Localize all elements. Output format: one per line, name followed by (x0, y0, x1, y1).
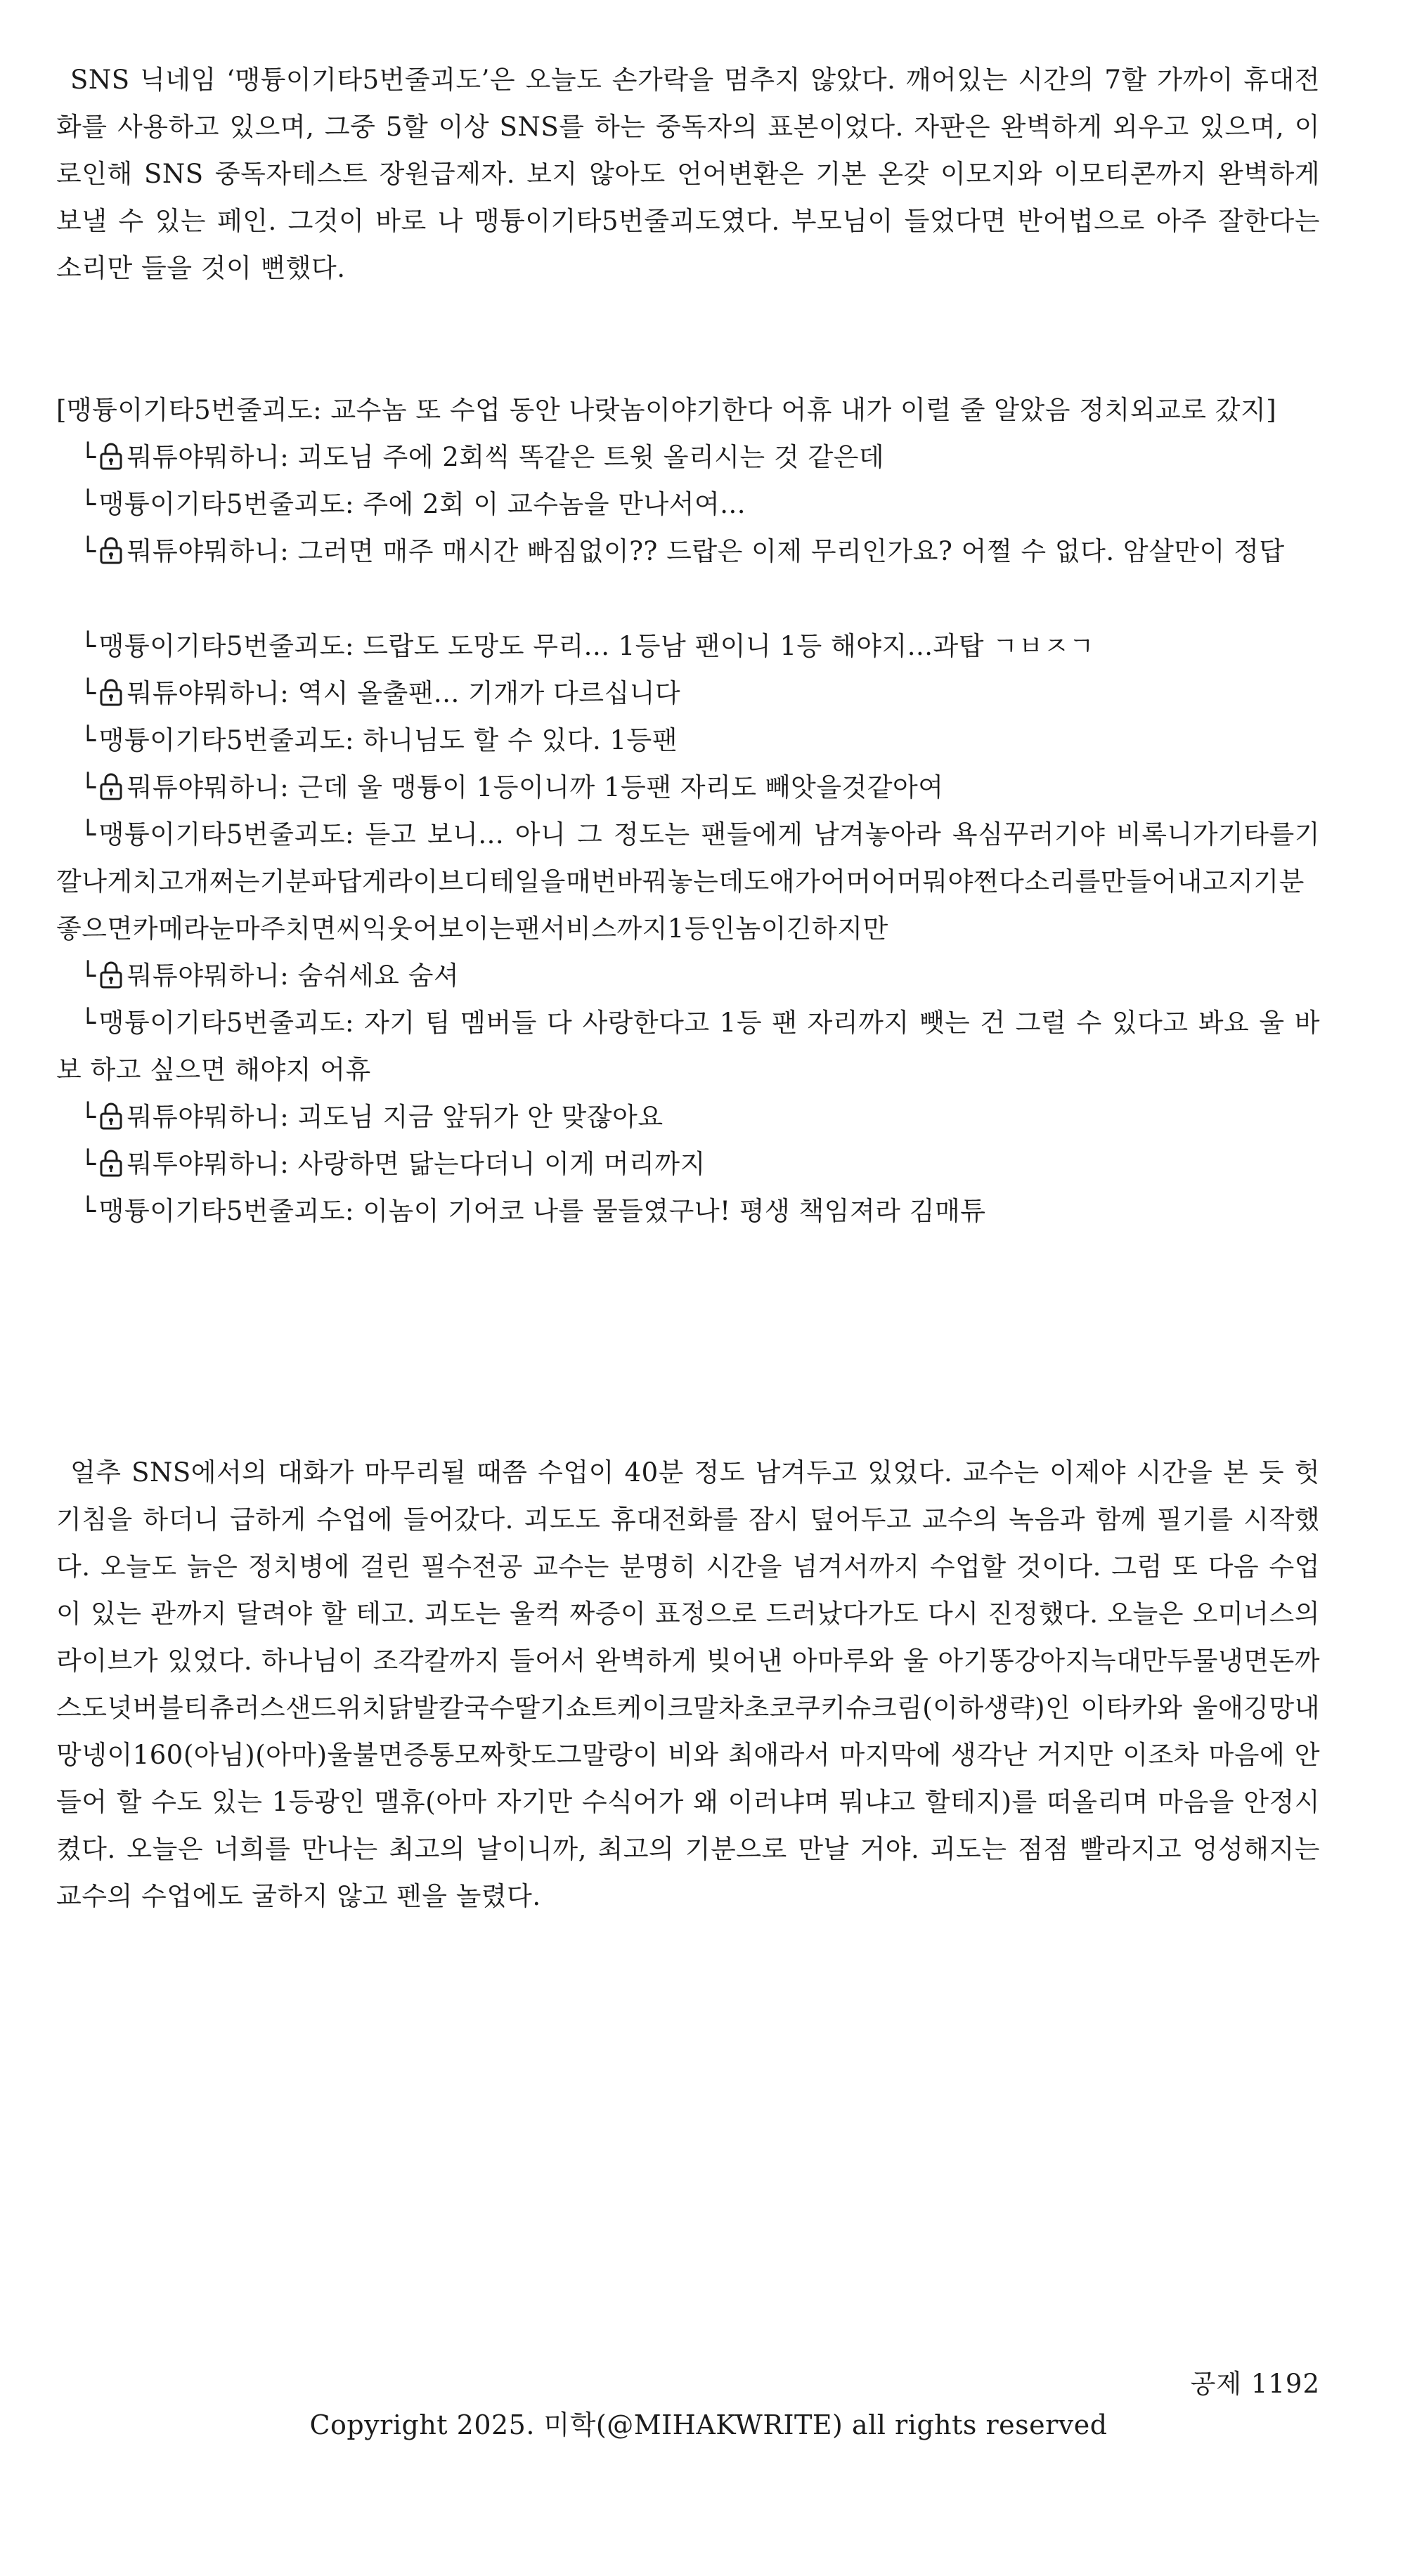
reply-text: 맹튱이기타5번줄괴도: 자기 팀 멤버들 다 사랑한다고 1등 팬 자리까지 뺏는 건 그럴 수 있다고 봐요 울 바보 하고 싶으면 해야지 어휴 (56, 1008, 1320, 1085)
lock-icon (99, 536, 123, 564)
spacer (56, 292, 1320, 386)
lock-icon (99, 961, 123, 989)
reply-corner-glyph: └ (80, 819, 96, 850)
reply-corner-glyph: └ (80, 772, 96, 802)
copyright-notice: Copyright 2025. 미학(@MIHAKWRITE) all rights reserved (309, 2409, 1108, 2440)
reply-corner-glyph: └ (80, 631, 96, 661)
reply-text: 뭐투야뭐하니: 사랑하면 닮는다더니 이게 머리까지 (127, 1149, 706, 1179)
thread-reply (56, 481, 1320, 528)
sns-thread (56, 386, 1320, 1235)
reply-text: 뭐튜야뭐하니: 역시 올출팬... 기개가 다르십니다 (127, 678, 681, 708)
reply-text: 뭐튜야뭐하니: 그러면 매주 매시간 빠짐없이?? 드랍은 이제 무리인가요? 어쩔 수 없다. 암살만이 정답 (127, 536, 1285, 566)
spacer (56, 1235, 1320, 1449)
thread-reply (56, 764, 1320, 811)
reply-group-b (56, 623, 1320, 1235)
reply-text: 뭐튜야뭐하니: 괴도님 주에 2회씩 똑같은 트윗 올리시는 것 같은데 (127, 442, 885, 472)
spacer (56, 575, 1320, 623)
reply-text: 맹튱이기타5번줄괴도: 듣고 보니... 아니 그 정도는 팬들에게 남겨놓아라 욕심꾸러기야 비록니가기타를기깔나게치고개쩌는기분파답게라이브디테일을매번바꿔놓는데도애가어머어머뭐야쩐다소리를만들어내고지기분좋으면카메라눈마주치면씨익웃어보이는팬서비스까지1등인놈이긴하지만 (56, 819, 1320, 944)
reply-corner-glyph: └ (80, 1196, 96, 1226)
reply-text: 뭐튜야뭐하니: 숨쉬세요 숨셔 (127, 961, 460, 991)
reply-corner-glyph: └ (80, 961, 96, 991)
reply-text: 뭐튜야뭐하니: 근데 울 맹튱이 1등이니까 1등팬 자리도 빼앗을것같아여 (127, 772, 944, 802)
thread-reply (56, 670, 1320, 717)
lock-icon (99, 678, 123, 706)
thread-reply (56, 1188, 1320, 1235)
thread-reply (56, 952, 1320, 999)
page-number: 공제 1192 (1190, 2369, 1320, 2399)
thread-reply (56, 434, 1320, 481)
reply-text: 맹튱이기타5번줄괴도: 주에 2회 이 교수놈을 만나서여... (98, 489, 746, 519)
paragraph-intro: SNS 닉네임 ‘맹튱이기타5번줄괴도’은 오늘도 손가락을 멈추지 않았다. 깨어있는 시간의 7할 가까이 휴대전화를 사용하고 있으며, 그중 5할 이상 SNS를 하는 중독자의 표본이었다. 자판은 완벽하게 외우고 있으며, 이로인해 SNS 중독자테스트 장원급제자. 보지 않아도 언어변환은 기본 온갖 이모지와 이모티콘까지 완벽하게 보낼 수 있는 페인. 그것이 바로 나 맹튱이기타5번줄괴도였다. 부모님이 들었다면 반어법으로 아주 잘한다는 소리만 들을 것이 뻔했다. (56, 65, 1320, 283)
reply-text: 맹튱이기타5번줄괴도: 이놈이 기어코 나를 물들였구나! 평생 책임져라 김매튜 (98, 1196, 986, 1226)
reply-corner-glyph: └ (80, 442, 96, 472)
reply-corner-glyph: └ (80, 489, 96, 519)
lock-icon (99, 1149, 123, 1177)
reply-corner-glyph: └ (80, 536, 96, 566)
thread-reply (56, 528, 1320, 575)
thread-reply (56, 623, 1320, 670)
thread-reply (56, 1093, 1320, 1140)
paragraph-closing: 얼추 SNS에서의 대화가 마무리될 때쯤 수업이 40분 정도 남겨두고 있었다. 교수는 이제야 시간을 본 듯 헛기침을 하더니 급하게 수업에 들어갔다. 괴도도 휴대전화를 잠시 덮어두고 교수의 녹음과 함께 필기를 시작했다. 오늘도 늙은 정치병에 걸린 필수전공 교수는 분명히 시간을 넘겨서까지 수업할 것이다. 그럼 또 다음 수업이 있는 관까지 달려야 할 테고. 괴도는 울컥 짜증이 표정으로 드러났다가도 다시 진정했다. 오늘은 오미너스의 라이브가 있었다. 하나님이 조각칼까지 들어서 완벽하게 빚어낸 아마루와 울 아기똥강아지늑대만두물냉면돈까스도넛버블티츄러스샌드위치닭발칼국수딸기쇼트케이크말차초코쿠키슈크림(이하생략)인 이타카와 울애깅망내망넹이160(아님)(아마)울불면증통모짜핫도그말랑이 비와 최애라서 마지막에 생각난 거지만 이조차 마음에 안 들어 할 수도 있는 1등광인 맬휴(아마 자기만 수식어가 왜 이러냐며 뭐냐고 할테지)를 떠올리며 마음을 안정시켰다. 오늘은 너희를 만나는 최고의 날이니까, 최고의 기분으로 만날 거야. 괴도는 점점 빨라지고 엉성해지는 교수의 수업에도 굴하지 않고 펜을 놀렸다. (56, 1457, 1320, 1911)
lock-icon (99, 442, 123, 470)
document-body (56, 56, 1320, 1920)
reply-group-a (56, 434, 1320, 575)
reply-corner-glyph: └ (80, 678, 96, 708)
reply-corner-glyph: └ (80, 1008, 96, 1038)
thread-reply (56, 717, 1320, 764)
reply-text: 뭐튜야뭐하니: 괴도님 지금 앞뒤가 안 맞잖아요 (127, 1102, 664, 1132)
thread-reply (56, 811, 1320, 952)
lock-icon (99, 1102, 123, 1130)
reply-text: 맹튱이기타5번줄괴도: 드랍도 도망도 무리... 1등남 팬이니 1등 해야지...과탑 ㄱㅂㅈㄱ (98, 631, 1095, 661)
lock-icon (99, 772, 123, 800)
thread-post: [맹튱이기타5번줄괴도: 교수놈 또 수업 동안 나랏놈이야기한다 어휴 내가 이럴 줄 알았음 정치외교로 갔지] (56, 395, 1277, 425)
reply-corner-glyph: └ (80, 1149, 96, 1179)
reply-corner-glyph: └ (80, 725, 96, 755)
thread-reply (56, 1140, 1320, 1188)
reply-text: 맹튱이기타5번줄괴도: 하니님도 할 수 있다. 1등팬 (98, 725, 678, 755)
thread-reply (56, 999, 1320, 1093)
reply-corner-glyph: └ (80, 1102, 96, 1132)
